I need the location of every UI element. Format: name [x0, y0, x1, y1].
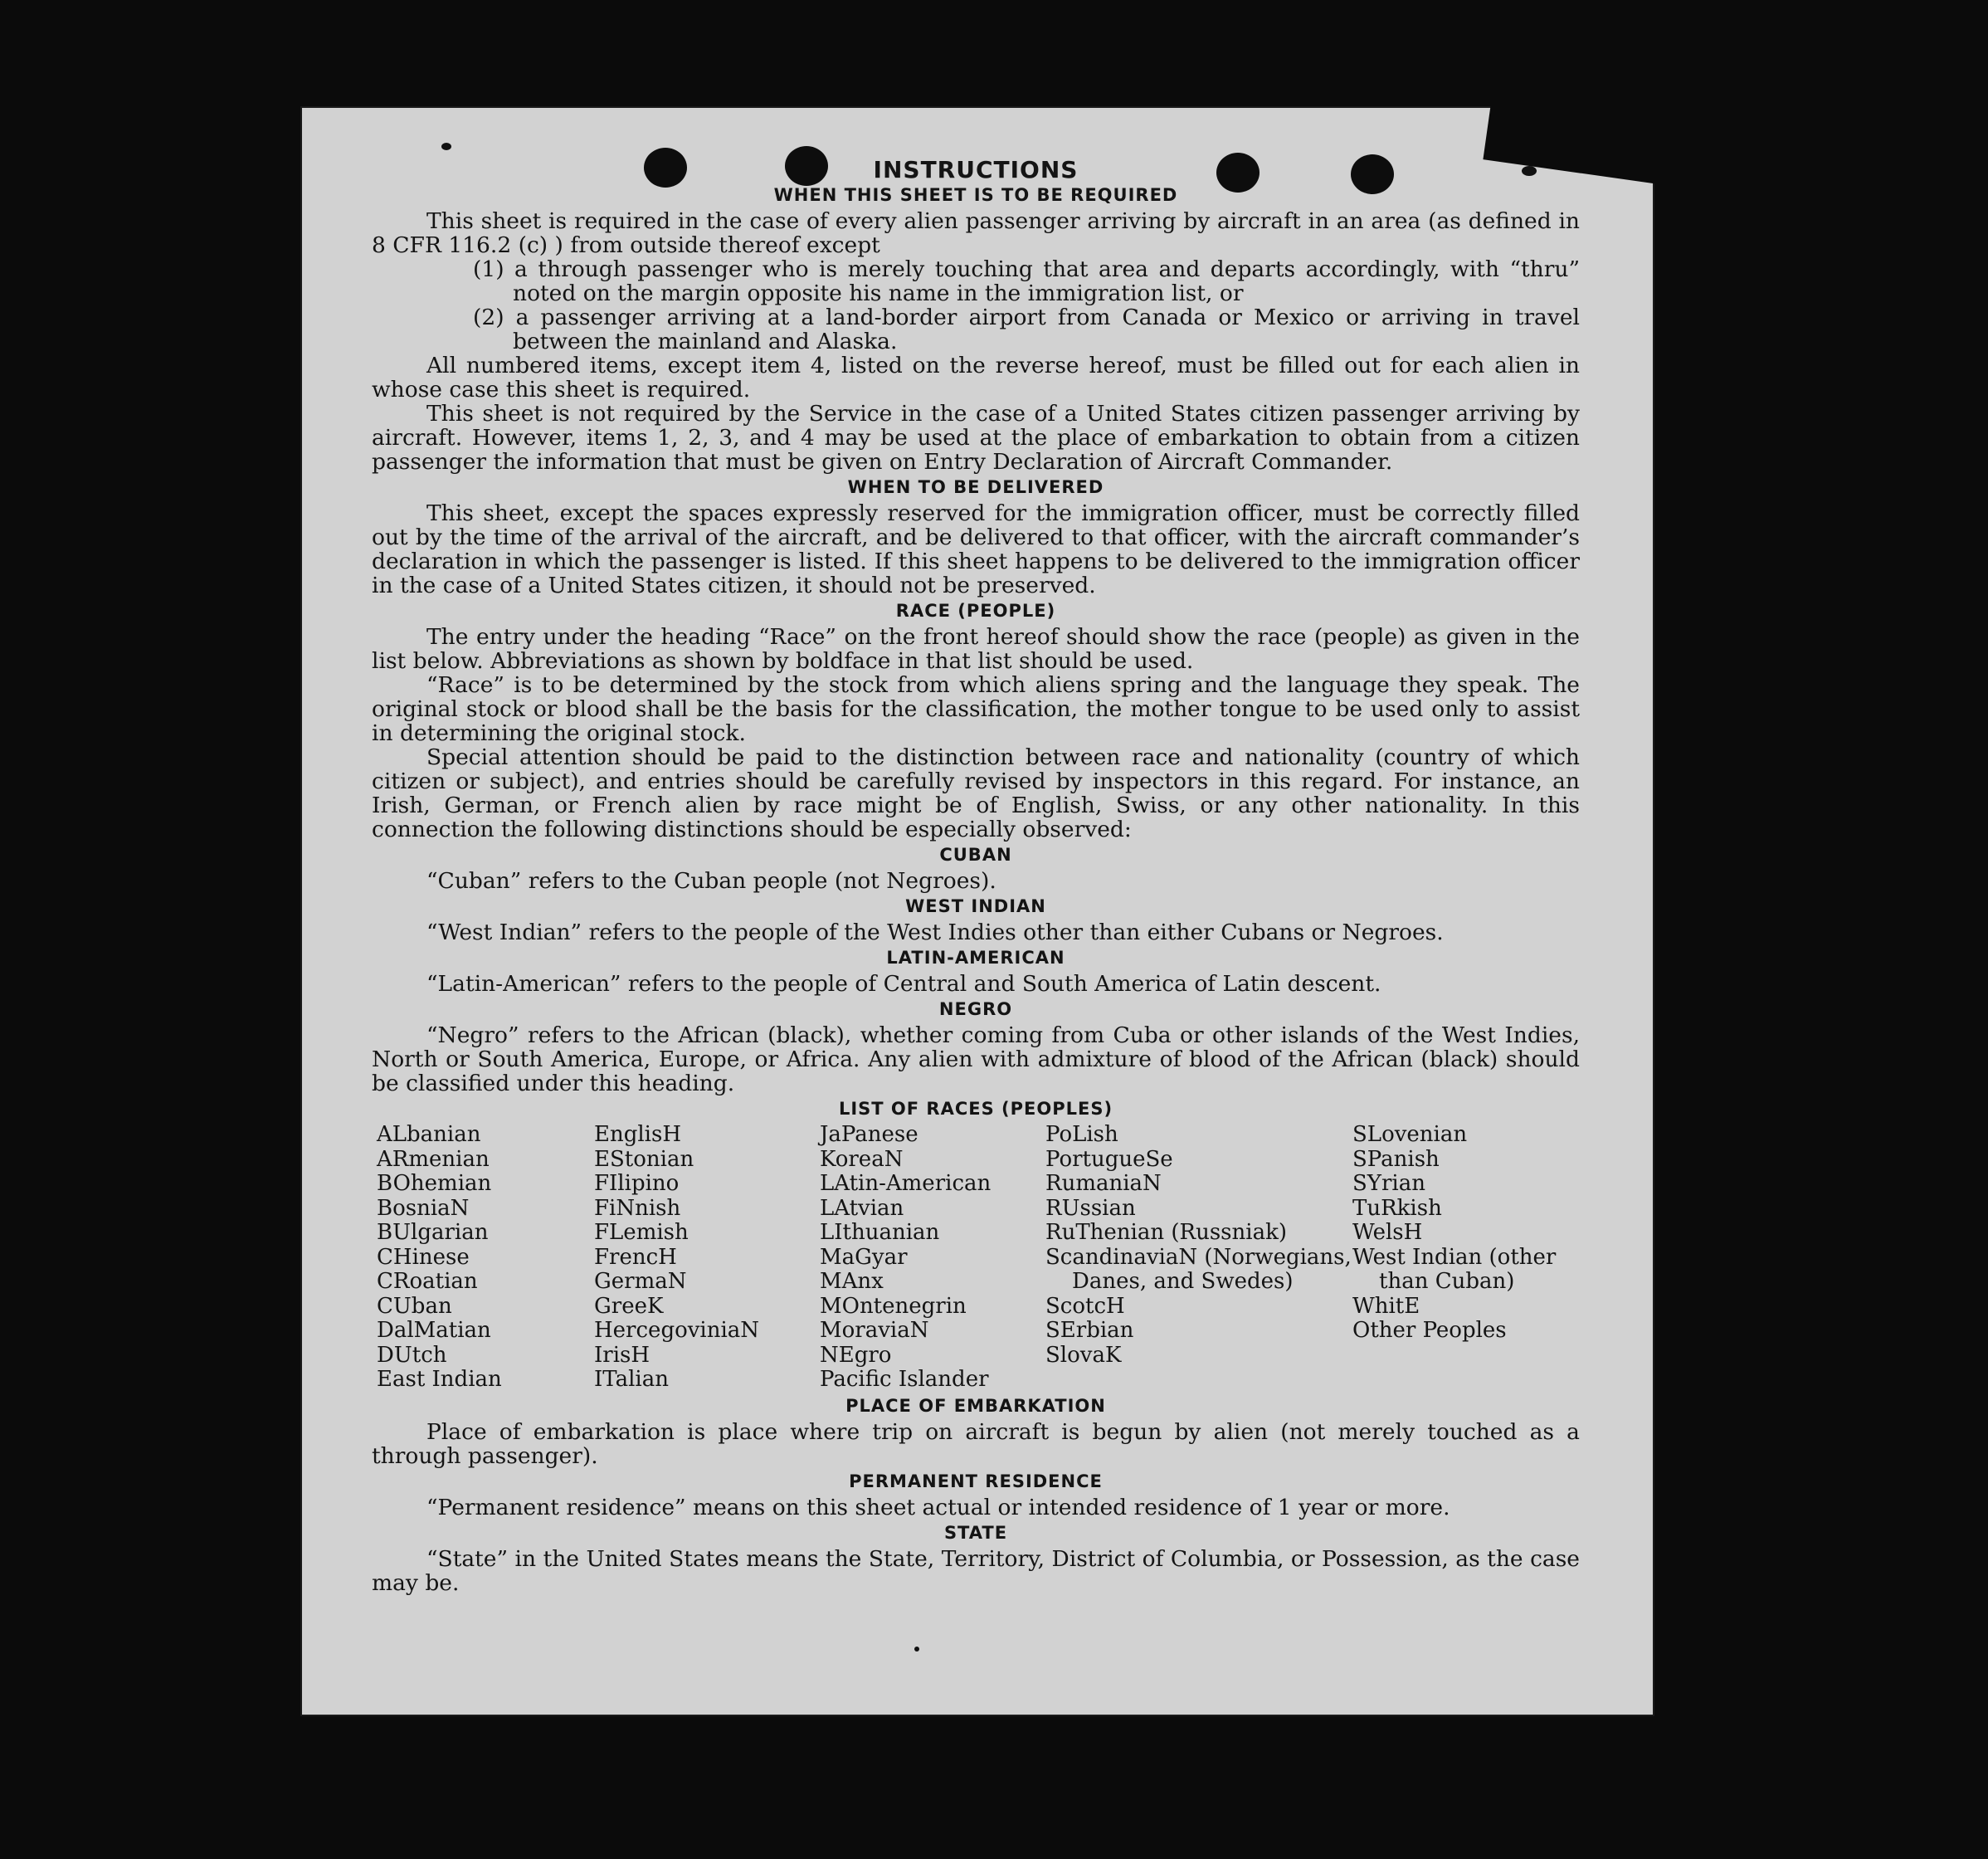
race-item: NEgro — [820, 1342, 892, 1368]
race-item: West Indian (other than Cuban) — [1352, 1244, 1557, 1294]
section-heading: WHEN TO BE DELIVERED — [847, 477, 1104, 497]
race-item: LAtvian — [820, 1195, 904, 1221]
race-item: CHinese — [377, 1244, 470, 1270]
race-item: ScotcH — [1045, 1293, 1125, 1319]
race-item: EnglisH — [594, 1122, 682, 1147]
race-item: SPanish — [1352, 1146, 1440, 1172]
race-item: SErbian — [1045, 1318, 1134, 1343]
section-heading: CUBAN — [939, 845, 1012, 865]
section-heading: WEST INDIAN — [905, 896, 1046, 916]
list-item: (1) a through passenger who is merely touching that area and departs accordingly, with “thru” noted on the margin opposite his name in the immigration list, or — [473, 256, 1580, 306]
paragraph: “Negro” refers to the African (black), whether coming from Cuba or other islands of the West Indies, North or South America, Europe, or Africa. Any alien with admixture of blood of the African (black) should be classified under this heading. — [372, 1022, 1580, 1096]
race-item: TuRkish — [1352, 1195, 1442, 1221]
race-item: BOhemian — [377, 1171, 492, 1196]
paragraph: The entry under the heading “Race” on the front hereof should show the race (people) as given in the list below. Abbreviations as shown by boldface in that list should be used. — [372, 624, 1580, 674]
instructions-text — [372, 158, 1580, 1595]
race-item: East Indian — [377, 1367, 502, 1392]
race-item: Other Peoples — [1352, 1318, 1507, 1343]
section-heading: STATE — [943, 1522, 1008, 1543]
race-item: EStonian — [594, 1146, 694, 1172]
paragraph: This sheet is required in the case of every alien passenger arriving by aircraft in an area (as defined in 8 CFR 116.2 (c) ) from outside thereof except — [372, 208, 1580, 258]
paragraph: This sheet is not required by the Service in the case of a United States citizen passenger arriving by aircraft. However, items 1, 2, 3, and 4 may be used at the place of embarkation to obtain from a citizen passenger the information that must be given on Entry Declaration of Aircraft Commander. — [372, 401, 1580, 475]
race-item: CRoatian — [377, 1269, 478, 1294]
section-heading: PERMANENT RESIDENCE — [849, 1471, 1103, 1491]
race-item: CUban — [377, 1293, 452, 1319]
race-item: PortugueSe — [1045, 1146, 1173, 1172]
section-heading: NEGRO — [938, 999, 1013, 1019]
race-item: ScandinaviaN (Norwegians, Danes, and Swedes) — [1045, 1244, 1352, 1294]
paragraph: “State” in the United States means the State, Territory, District of Columbia, or Possession, as the case may be. — [372, 1545, 1580, 1596]
race-item: ARmenian — [377, 1146, 490, 1172]
race-item: SlovaK — [1045, 1342, 1122, 1368]
paragraph: “Permanent residence” means on this sheet actual or intended residence of 1 year or more. — [426, 1494, 1450, 1520]
race-item: ALbanian — [377, 1122, 481, 1147]
race-item: FrencH — [594, 1244, 677, 1270]
race-item: LIthuanian — [820, 1220, 940, 1245]
section-heading: PLACE OF EMBARKATION — [845, 1395, 1106, 1416]
race-item: PoLish — [1045, 1122, 1118, 1147]
race-item: FIlipino — [594, 1171, 680, 1196]
race-item: LAtin-American — [820, 1171, 992, 1196]
race-item: IrisH — [594, 1342, 650, 1368]
race-column — [1045, 1123, 1352, 1393]
section-heading: WHEN THIS SHEET IS TO BE REQUIRED — [773, 185, 1178, 205]
paragraph: “Cuban” refers to the Cuban people (not Negroes). — [426, 868, 996, 894]
race-item: DalMatian — [377, 1318, 491, 1343]
speck — [441, 143, 451, 150]
race-item: FLemish — [594, 1220, 689, 1245]
paragraph: “Latin-American” refers to the people of Central and South America of Latin descent. — [426, 971, 1381, 997]
race-item: MAnx — [820, 1269, 884, 1294]
paragraph: “Race” is to be determined by the stock from which aliens spring and the language they speak. The original stock or blood shall be the basis for the classification, the mother tongue to be used only to assist in determining the original stock. — [372, 672, 1580, 746]
race-item: GreeK — [594, 1293, 664, 1319]
race-item: RumaniaN — [1045, 1171, 1162, 1196]
race-item: MaGyar — [820, 1244, 908, 1270]
race-item: Pacific Islander — [820, 1367, 989, 1392]
race-column — [820, 1123, 1045, 1393]
paragraph: This sheet, except the spaces expressly reserved for the immigration officer, must be correctly filled out by the time of the arrival of the aircraft, and be delivered to that officer, with the aircraft commander’s declaration in which the passenger is listed. If this sheet happens to be delivered to the immigration officer in the case of a United States citizen, it should not be preserved. — [372, 500, 1580, 598]
race-item: RuThenian (Russniak) — [1045, 1220, 1287, 1245]
speck — [914, 1647, 919, 1652]
race-item: FiNnish — [594, 1195, 681, 1221]
section-heading: RACE (PEOPLE) — [895, 601, 1056, 621]
race-item: SYrian — [1352, 1171, 1425, 1196]
page-title: INSTRUCTIONS — [873, 156, 1079, 183]
race-item: HercegoviniaN — [594, 1318, 760, 1343]
paragraph: “West Indian” refers to the people of the West Indies other than either Cubans or Negroes. — [426, 920, 1444, 945]
paragraph: Special attention should be paid to the distinction between race and nationality (country of which citizen or subject), and entries should be carefully revised by inspectors in this regard. For instance, an Irish, German, or French alien by race might be of English, Swiss, or any other nationality. In this connection the following distinctions should be especially observed: — [372, 744, 1580, 842]
race-item: KoreaN — [820, 1146, 904, 1172]
race-column — [377, 1123, 594, 1393]
race-item: RUssian — [1045, 1195, 1136, 1221]
paragraph: All numbered items, except item 4, listed on the reverse hereof, must be filled out for each alien in whose case this sheet is required. — [372, 353, 1580, 403]
race-item: JaPanese — [820, 1122, 918, 1147]
race-column — [594, 1123, 820, 1393]
race-item: BosniaN — [377, 1195, 470, 1221]
race-item: SLovenian — [1352, 1122, 1468, 1147]
race-item: ITalian — [594, 1367, 669, 1392]
race-item: DUtch — [377, 1342, 447, 1368]
section-heading: LATIN-AMERICAN — [886, 948, 1065, 968]
race-list — [377, 1123, 1580, 1393]
race-item: BUlgarian — [377, 1220, 489, 1245]
section-heading: LIST OF RACES (PEOPLES) — [838, 1099, 1113, 1119]
race-column — [1352, 1123, 1585, 1393]
race-item: WhitE — [1352, 1293, 1420, 1319]
list-item: (2) a passenger arriving at a land-border airport from Canada or Mexico or arriving in travel between the mainland and Alaska. — [473, 305, 1580, 354]
race-item: WelsH — [1352, 1220, 1423, 1245]
race-item: GermaN — [594, 1269, 687, 1294]
paragraph: Place of embarkation is place where trip on aircraft is begun by alien (not merely touched as a through passenger). — [372, 1418, 1580, 1469]
race-item: MOntenegrin — [820, 1293, 967, 1319]
race-item: MoraviaN — [820, 1318, 929, 1343]
document-page — [300, 106, 1654, 1716]
